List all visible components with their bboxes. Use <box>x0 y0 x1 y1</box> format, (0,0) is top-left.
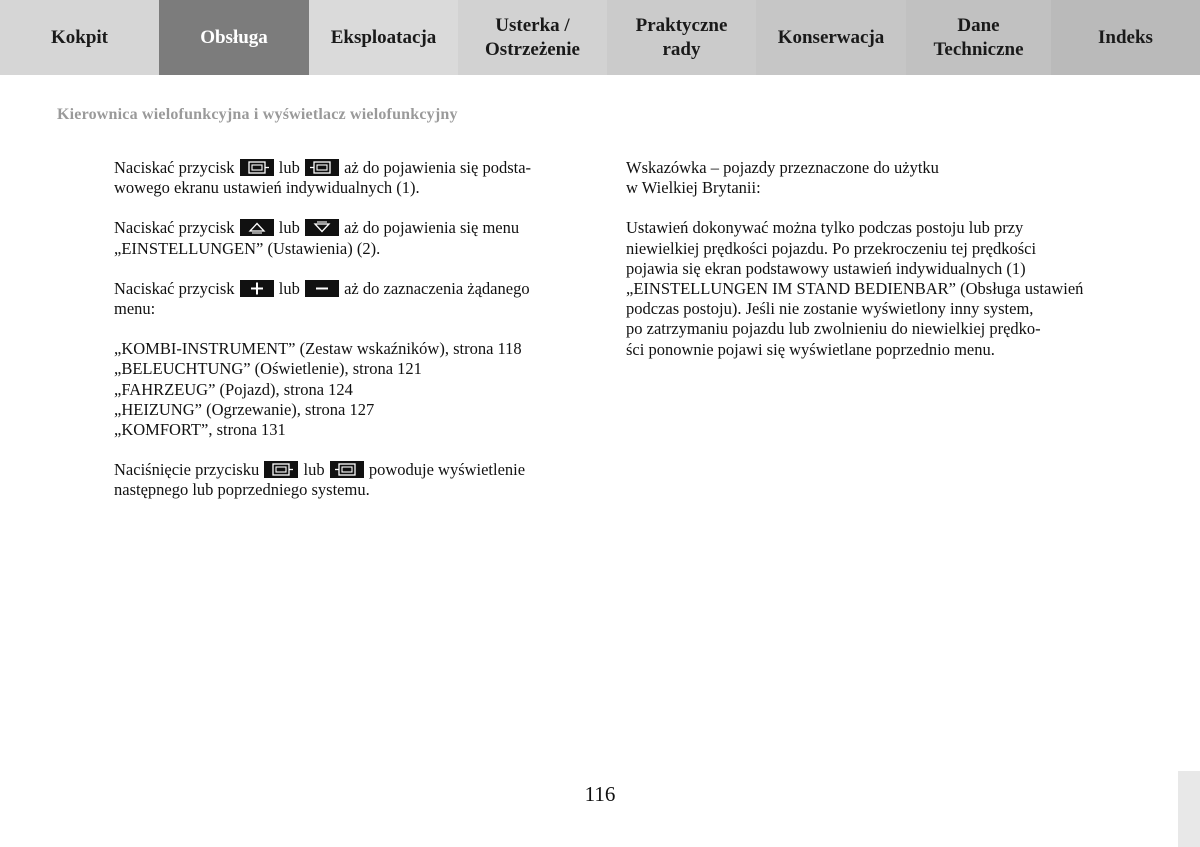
left-column <box>114 158 574 521</box>
list-item: „FAHRZEUG” (Pojazd), strona 124 <box>114 379 353 399</box>
text: lub <box>274 158 304 177</box>
text: Naciśnięcie przycisku <box>114 460 264 480</box>
list-item: „HEIZUNG” (Ogrzewanie), strona 127 <box>114 399 375 419</box>
text: aż do pojawienia się podsta- <box>339 158 532 177</box>
tab-label: Konserwacja <box>777 26 885 48</box>
text: po zatrzymaniu pojazdu lub zwolnieniu do niewielkiej prędko- <box>626 319 1041 339</box>
text: aż do zaznaczenia żądanego <box>339 278 530 298</box>
note-body <box>626 218 1086 359</box>
tab-label: Usterka / <box>495 14 570 36</box>
text: następnego lub poprzedniego systemu. <box>114 480 370 500</box>
tab-label: Dane <box>957 14 1000 36</box>
tab-konserwacja[interactable] <box>756 0 906 75</box>
text: Ustawień dokonywać można tylko podczas postoju lub przy <box>626 218 1024 238</box>
text: aż do pojawienia się menu <box>339 218 520 238</box>
text: lub <box>299 460 329 480</box>
tab-label: Obsługa <box>200 26 268 48</box>
arrow-up-icon <box>240 219 274 236</box>
tab-usterka-ostrzezenie[interactable] <box>458 0 607 75</box>
text: lub <box>274 218 304 238</box>
instruction-paragraph-4 <box>114 460 574 500</box>
text: Naciskać przycisk <box>114 158 239 177</box>
text: powoduje wyświetlenie <box>364 460 526 480</box>
text: „EINSTELLUNGEN” (Ustawienia) (2). <box>114 238 381 258</box>
instruction-paragraph-2 <box>114 218 574 258</box>
text: podczas postoju). Jeśli nie zostanie wyświetlony inny system, <box>626 299 1034 319</box>
instruction-paragraph-1 <box>114 158 574 198</box>
tab-obsluga[interactable] <box>159 0 309 75</box>
right-column <box>626 158 1086 380</box>
text: Wskazówka – pojazdy przeznaczone do użytku <box>626 158 939 177</box>
screen-prev-icon <box>330 461 364 478</box>
tab-label: Kokpit <box>50 26 109 48</box>
tab-kokpit[interactable] <box>0 0 159 75</box>
instruction-paragraph-3 <box>114 279 574 319</box>
text: menu: <box>114 299 156 319</box>
tab-praktyczne-rady[interactable] <box>607 0 756 75</box>
text: „EINSTELLUNGEN IM STAND BEDIENBAR” (Obsługa ustawień <box>626 279 1084 299</box>
note-title <box>626 158 1086 198</box>
tab-eksploatacja[interactable] <box>309 0 458 75</box>
tab-dane-techniczne[interactable] <box>906 0 1051 75</box>
list-item: „KOMFORT”, strona 131 <box>114 420 286 440</box>
tab-label: Techniczne <box>933 38 1024 60</box>
plus-icon <box>240 280 274 297</box>
text: Naciskać przycisk <box>114 218 239 238</box>
arrow-down-icon <box>305 219 339 236</box>
tab-label: Ostrzeżenie <box>485 38 580 60</box>
tab-label: Indeks <box>1098 26 1153 48</box>
text: niewielkiej prędkości pojazdu. Po przekroczeniu tej prędkości <box>626 238 1037 258</box>
text: lub <box>274 278 304 298</box>
tab-label: rady <box>662 38 701 60</box>
minus-icon <box>305 280 339 297</box>
tab-indeks[interactable] <box>1051 0 1200 75</box>
page-edge-marker <box>1178 771 1200 847</box>
text: pojawia się ekran podstawowy ustawień indywidualnych (1) <box>626 258 1026 278</box>
list-item: „KOMBI-INSTRUMENT” (Zestaw wskaźników), strona 118 <box>114 339 522 359</box>
tab-label: Praktyczne <box>635 14 728 36</box>
page-number: 116 <box>584 782 616 806</box>
screen-prev-icon <box>305 159 339 176</box>
section-title: Kierownica wielofunkcyjna i wyświetlacz wielofunkcyjny <box>57 106 458 123</box>
screen-next-icon <box>240 159 274 176</box>
list-item: „BELEUCHTUNG” (Oświetlenie), strona 121 <box>114 359 422 379</box>
text: wowego ekranu ustawień indywidualnych (1). <box>114 178 420 198</box>
tab-label: Eksploatacja <box>330 26 437 48</box>
menu-list <box>114 339 574 440</box>
text: w Wielkiej Brytanii: <box>626 178 761 198</box>
chapter-tab-bar <box>0 0 1200 75</box>
text: Naciskać przycisk <box>114 278 239 298</box>
text: ści ponownie pojawi się wyświetlane poprzednio menu. <box>626 339 995 359</box>
screen-next-icon <box>264 461 298 478</box>
